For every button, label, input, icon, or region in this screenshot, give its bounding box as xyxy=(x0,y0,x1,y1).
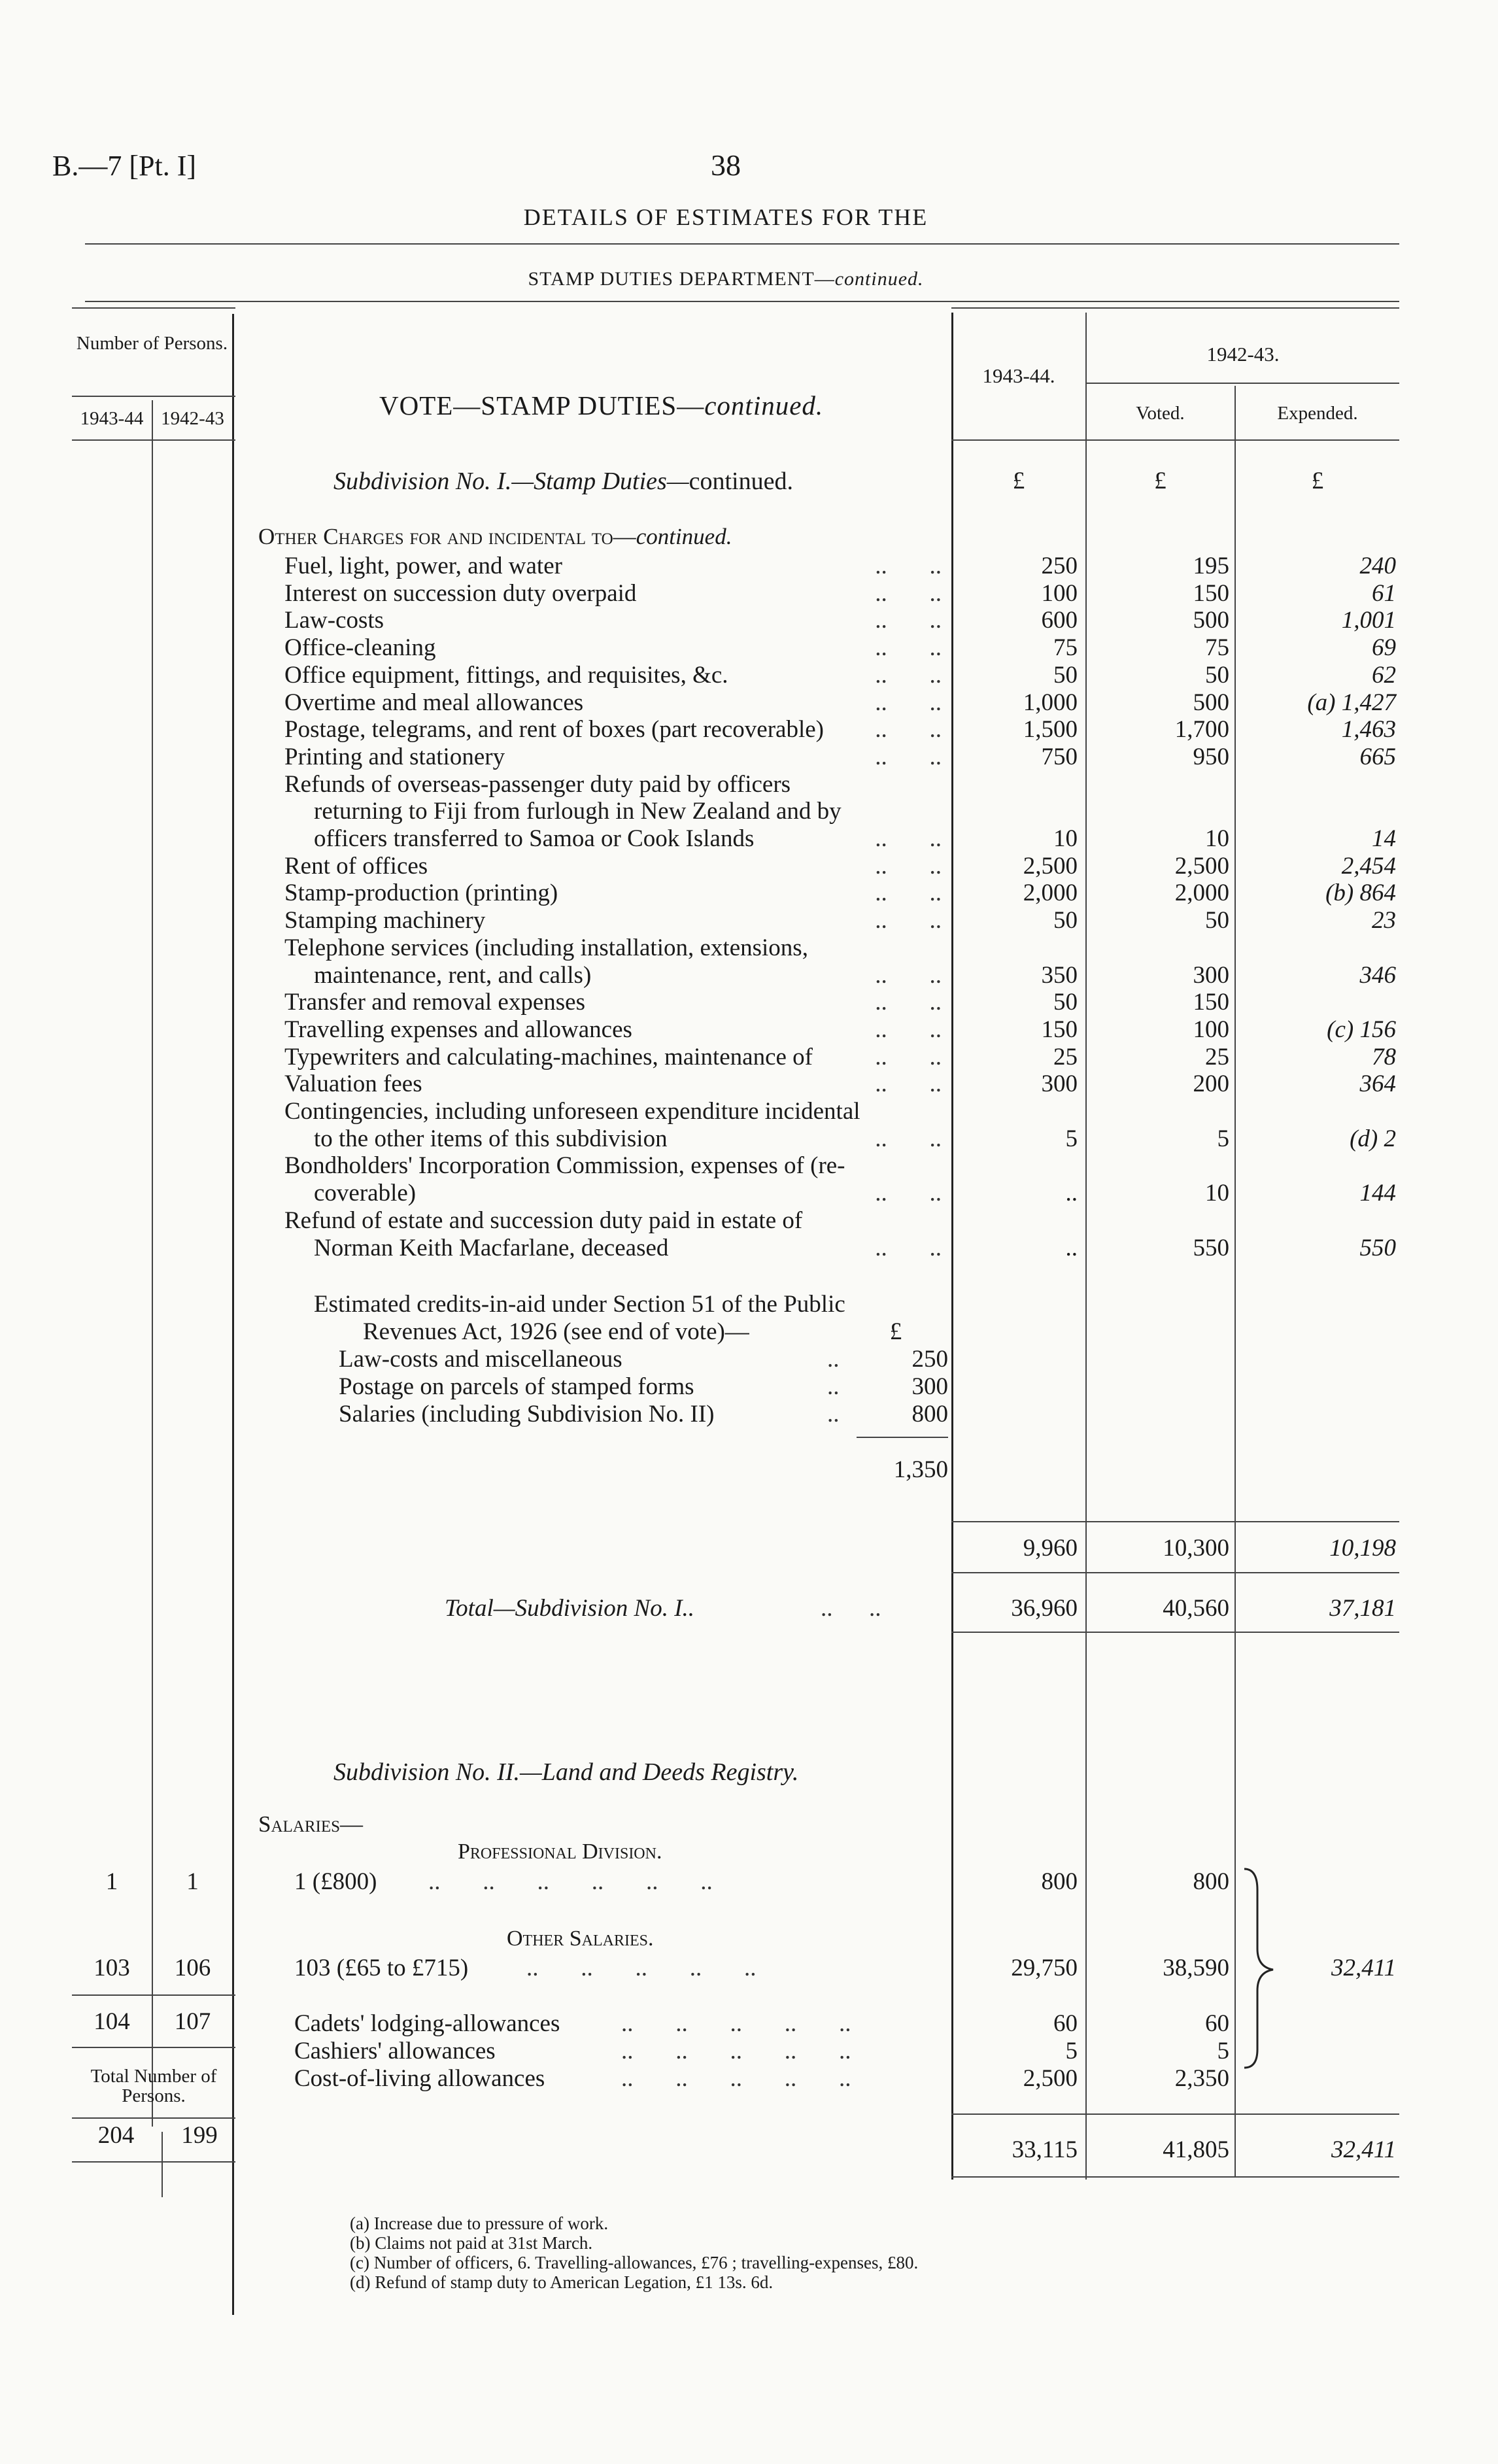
sub2-total-est: 33,115 xyxy=(1012,2136,1078,2163)
bracket-expended-value: 32,411 xyxy=(1331,1955,1396,1981)
charge-expended-value: (a) 1,427 xyxy=(1307,689,1396,716)
other-persons-1942: 106 xyxy=(174,1955,211,1981)
allowance-est-value: 2,500 xyxy=(1023,2065,1078,2092)
amounts-header-rule xyxy=(951,439,1399,441)
total-persons-rule xyxy=(72,2117,235,2119)
prof-row-label: 1 (£800) xyxy=(294,1868,377,1895)
salaries-heading: Salaries— xyxy=(258,1811,364,1837)
charge-expended-value: (b) 864 xyxy=(1325,880,1396,907)
prev-year-header: 1942-43. xyxy=(1206,343,1280,366)
currency-expended: £ xyxy=(1311,468,1324,494)
charge-voted-value: 195 xyxy=(1193,553,1229,579)
other-row-leader: .. .. .. .. .. xyxy=(526,1955,757,1981)
other-row-est: 29,750 xyxy=(1011,1955,1078,1981)
dot-leader: .. .. xyxy=(875,607,942,634)
total-persons-1943: 204 xyxy=(97,2122,135,2149)
credit-item-label: Postage on parcels of stamped forms xyxy=(339,1373,694,1400)
charge-expended-value: (d) 2 xyxy=(1350,1125,1396,1152)
persons-top-rule xyxy=(72,307,235,309)
allowance-voted-value: 2,350 xyxy=(1174,2065,1229,2092)
charge-est-value: 150 xyxy=(1041,1016,1078,1043)
other-charges-text: Other Charges for and incidental to— xyxy=(258,524,636,549)
persons-sum-1943: 104 xyxy=(94,2008,130,2035)
prof-row-est: 800 xyxy=(1041,1868,1078,1895)
page-number: 38 xyxy=(711,148,741,182)
dot-leader: .. .. xyxy=(875,989,942,1016)
charge-voted-value: 300 xyxy=(1193,961,1229,989)
charge-voted-value: 500 xyxy=(1193,689,1229,716)
charge-expended-value: 14 xyxy=(1372,825,1396,852)
subdivision-2-heading: Subdivision No. II.—Land and Deeds Registry. xyxy=(333,1758,799,1786)
allowance-est-value: 5 xyxy=(1065,2038,1078,2064)
vote-title-continued: continued. xyxy=(704,390,824,420)
dot-leader: .. xyxy=(827,1346,840,1373)
total-persons-label: Total Number of Persons. xyxy=(90,2066,217,2106)
charge-expended-value: 69 xyxy=(1372,634,1396,662)
charge-item-label: Stamp-production (printing) xyxy=(284,880,558,907)
charge-item-label: Valuation fees xyxy=(284,1070,422,1098)
charge-expended-value: (c) 156 xyxy=(1327,1016,1396,1043)
charge-item-label: Telephone services (including installation, extensions, xyxy=(284,934,808,961)
sub1-total-expended: 37,181 xyxy=(1329,1595,1396,1622)
charge-voted-value: 150 xyxy=(1193,989,1229,1016)
year-1943-44-persons-header: 1943-44 xyxy=(80,408,144,429)
charge-est-value: 50 xyxy=(1053,989,1078,1016)
charge-voted-value: 200 xyxy=(1193,1070,1229,1098)
charge-item-label: Rent of offices xyxy=(284,852,428,880)
dot-leader: .. .. xyxy=(875,1235,942,1261)
number-of-persons-header: Number of Persons. xyxy=(76,333,228,354)
title-rule xyxy=(85,243,1399,245)
charge-voted-value: 2,500 xyxy=(1174,852,1229,880)
charge-expended-value: 346 xyxy=(1359,961,1396,989)
dot-leader: .. .. xyxy=(875,1016,942,1043)
sub1-total-leader: .. .. xyxy=(821,1595,881,1622)
footnote: (a) Increase due to pressure of work. xyxy=(350,2214,609,2233)
allowance-row-label: Cadets' lodging-allowances xyxy=(294,2010,560,2037)
credit-item-label: Salaries (including Subdivision No. II) xyxy=(339,1401,715,1428)
charge-voted-value: 10 xyxy=(1205,1180,1229,1207)
charge-expended-value: 240 xyxy=(1359,553,1396,579)
credit-item-label: Law-costs and miscellaneous xyxy=(339,1346,622,1373)
sub1-total-label: Total—Subdivision No. I.. xyxy=(445,1595,695,1622)
charge-item-label: Office equipment, fittings, and requisites, &c. xyxy=(284,661,728,689)
expended-bracket xyxy=(1239,1864,1285,2073)
charge-expended-value: 62 xyxy=(1372,661,1396,689)
charge-item-label: coverable) xyxy=(314,1180,417,1207)
charge-est-value: 2,000 xyxy=(1023,880,1078,907)
subdivision-1-continued: continued. xyxy=(689,468,793,495)
credit-item-value: 300 xyxy=(911,1373,948,1400)
prof-persons-1943: 1 xyxy=(105,1868,118,1895)
dot-leader: .. .. .. .. .. xyxy=(621,2038,851,2064)
charge-est-value: 50 xyxy=(1053,907,1078,934)
charge-est-value: 300 xyxy=(1041,1070,1078,1098)
persons-sum-rule xyxy=(72,1994,235,1996)
persons-year-divider xyxy=(152,400,153,2127)
total-persons-1942: 199 xyxy=(181,2122,218,2149)
credits-line-2: Revenues Act, 1926 (see end of vote)— xyxy=(363,1318,749,1345)
charge-voted-value: 500 xyxy=(1193,607,1229,634)
charge-item-label: to the other items of this subdivision xyxy=(314,1125,668,1152)
charge-item-label: Norman Keith Macfarlane, deceased xyxy=(314,1234,669,1261)
currency-est: £ xyxy=(1012,468,1025,494)
other-total-est: 9,960 xyxy=(1023,1535,1078,1562)
professional-division-heading: Professional Division. xyxy=(458,1839,662,1864)
voted-header: Voted. xyxy=(1136,403,1185,424)
charge-voted-value: 550 xyxy=(1193,1234,1229,1261)
charge-est-value: 250 xyxy=(1041,553,1078,579)
expended-header: Expended. xyxy=(1277,403,1358,424)
charge-item-label: Fuel, light, power, and water xyxy=(284,553,562,579)
footnote: (c) Number of officers, 6. Travelling-allowances, £76 ; travelling-expenses, £80. xyxy=(350,2253,919,2272)
charge-est-value: 1,000 xyxy=(1023,689,1078,716)
charge-est-value: 2,500 xyxy=(1023,852,1078,880)
dot-leader: .. xyxy=(827,1373,840,1400)
persons-column-divider xyxy=(232,314,234,2315)
amounts-top-rule xyxy=(951,307,1399,309)
charge-voted-value: 50 xyxy=(1205,907,1229,934)
dot-leader: .. .. xyxy=(875,853,942,880)
prev-year-rule xyxy=(1085,383,1399,384)
dot-leader: .. .. xyxy=(875,1044,942,1070)
dot-leader: .. .. xyxy=(875,689,942,716)
charge-voted-value: 25 xyxy=(1205,1043,1229,1070)
dot-leader: .. .. xyxy=(875,880,942,907)
other-row-label: 103 (£65 to £715) xyxy=(294,1955,469,1981)
charge-voted-value: 1,700 xyxy=(1174,716,1229,744)
credit-item-value: 800 xyxy=(911,1401,948,1428)
charge-item-label: Transfer and removal expenses xyxy=(284,989,585,1016)
other-charges-heading xyxy=(258,524,732,549)
charge-voted-value: 50 xyxy=(1205,661,1229,689)
sub1-total-est: 36,960 xyxy=(1011,1595,1078,1622)
charge-est-value: .. xyxy=(1065,1180,1078,1207)
sub2-total-voted: 41,805 xyxy=(1163,2136,1229,2163)
charge-item-label: Law-costs xyxy=(284,607,384,634)
dot-leader: .. .. xyxy=(875,1071,942,1098)
charge-item-label: Printing and stationery xyxy=(284,743,505,770)
other-persons-1943: 103 xyxy=(94,1955,130,1981)
prof-persons-1942: 1 xyxy=(186,1868,199,1895)
persons-header-rule xyxy=(72,396,235,397)
other-salaries-heading: Other Salaries. xyxy=(507,1926,654,1951)
charge-expended-value: 61 xyxy=(1372,579,1396,607)
sub1-total-rule xyxy=(951,1572,1399,1573)
other-total-expended: 10,198 xyxy=(1329,1535,1396,1562)
footnote: (d) Refund of stamp duty to American Legation, £1 13s. 6d. xyxy=(350,2272,774,2292)
charge-item-label: Typewriters and calculating-machines, maintenance of xyxy=(284,1043,813,1070)
charge-est-value: 5 xyxy=(1065,1125,1078,1152)
persons-header-bottom-rule xyxy=(72,439,235,441)
prof-row-leader: .. .. .. .. .. .. xyxy=(428,1868,713,1895)
dot-leader: .. .. xyxy=(875,635,942,662)
charge-item-label: Bondholders' Incorporation Commission, expenses of (re- xyxy=(284,1152,845,1180)
charge-est-value: 75 xyxy=(1053,634,1078,662)
charge-item-label: returning to Fiji from furlough in New Zealand and by xyxy=(314,798,842,825)
charge-expended-value: 2,454 xyxy=(1341,852,1396,880)
vote-title-text: VOTE—STAMP DUTIES— xyxy=(379,390,705,420)
sub1-total-voted: 40,560 xyxy=(1163,1595,1229,1622)
persons-total-divider xyxy=(162,2132,163,2197)
dot-leader: .. .. xyxy=(875,1125,942,1152)
charge-expended-value: 665 xyxy=(1359,743,1396,770)
charge-expended-value: 144 xyxy=(1359,1180,1396,1207)
allowance-est-value: 60 xyxy=(1053,2010,1078,2037)
charge-est-value: 100 xyxy=(1041,579,1078,607)
charge-expended-value: 1,463 xyxy=(1341,716,1396,744)
credits-sum-rule xyxy=(857,1437,948,1438)
charge-item-label: Stamping machinery xyxy=(284,907,486,934)
charge-est-value: 25 xyxy=(1053,1043,1078,1070)
charge-item-label: Travelling expenses and allowances xyxy=(284,1016,632,1043)
allowance-row-label: Cost-of-living allowances xyxy=(294,2065,545,2092)
year-1942-43-persons-header: 1942-43 xyxy=(161,408,224,429)
charge-expended-value: 364 xyxy=(1359,1070,1396,1098)
charge-est-value: 10 xyxy=(1053,825,1078,852)
dot-leader: .. .. xyxy=(875,908,942,934)
credits-line-1: Estimated credits-in-aid under Section 51 of the Public xyxy=(314,1291,845,1318)
other-charges-continued: continued. xyxy=(636,524,732,549)
dot-leader: .. .. xyxy=(875,744,942,770)
document-reference: B.—7 [Pt. I] xyxy=(52,150,196,182)
vote-title xyxy=(379,391,823,420)
other-total-rule xyxy=(951,1521,1399,1522)
charge-voted-value: 100 xyxy=(1193,1016,1229,1043)
dot-leader: .. xyxy=(827,1401,840,1428)
sub2-bottom-rule xyxy=(951,2176,1399,2178)
subdivision-1-heading xyxy=(333,468,793,494)
subtitle-text: STAMP DUTIES DEPARTMENT— xyxy=(528,268,835,290)
charge-voted-value: 2,000 xyxy=(1174,880,1229,907)
charge-voted-value: 10 xyxy=(1205,825,1229,852)
other-total-voted: 10,300 xyxy=(1163,1535,1229,1562)
charge-voted-value: 75 xyxy=(1205,634,1229,662)
charge-voted-value: 950 xyxy=(1193,743,1229,770)
charge-est-value: .. xyxy=(1065,1234,1078,1261)
credits-total: 1,350 xyxy=(893,1456,948,1483)
charge-est-value: 1,500 xyxy=(1023,716,1078,744)
dot-leader: .. .. xyxy=(875,553,942,579)
persons-sum-bottom-rule xyxy=(72,2047,235,2048)
currency-voted: £ xyxy=(1154,468,1166,494)
total-persons-bottom-rule xyxy=(72,2161,235,2163)
charge-est-value: 50 xyxy=(1053,661,1078,689)
charge-expended-value: 78 xyxy=(1372,1043,1396,1070)
subdivision-1-heading-text: Subdivision No. I.—Stamp Duties— xyxy=(333,468,689,495)
persons-sum-1942: 107 xyxy=(174,2008,211,2035)
dot-leader: .. .. xyxy=(875,962,942,989)
credit-item-value: 250 xyxy=(911,1346,948,1373)
footnote: (b) Claims not paid at 31st March. xyxy=(350,2233,593,2253)
charge-item-label: Office-cleaning xyxy=(284,634,436,662)
allowance-voted-value: 5 xyxy=(1217,2038,1229,2064)
subtitle-continued: continued. xyxy=(834,268,924,290)
department-subtitle xyxy=(458,268,994,290)
charge-item-label: Interest on succession duty overpaid xyxy=(284,579,637,607)
charge-expended-value: 550 xyxy=(1359,1234,1396,1261)
dot-leader: .. .. xyxy=(875,580,942,607)
charge-est-value: 600 xyxy=(1041,607,1078,634)
prof-row-voted: 800 xyxy=(1193,1868,1229,1895)
dot-leader: .. .. xyxy=(875,1180,942,1207)
sub1-bottom-rule xyxy=(951,1632,1399,1633)
charge-item-label: officers transferred to Samoa or Cook Islands xyxy=(314,825,755,852)
charge-item-label: Refund of estate and succession duty paid in estate of xyxy=(284,1206,803,1234)
page-title: DETAILS OF ESTIMATES FOR THE xyxy=(523,204,928,230)
charge-expended-value: 23 xyxy=(1372,907,1396,934)
sub2-total-rule xyxy=(951,2113,1399,2115)
dot-leader: .. .. .. .. .. xyxy=(621,2010,851,2037)
charge-expended-value: 1,001 xyxy=(1341,607,1396,634)
dot-leader: .. .. xyxy=(875,717,942,744)
charge-item-label: maintenance, rent, and calls) xyxy=(314,961,592,989)
charge-item-label: Overtime and meal allowances xyxy=(284,689,584,716)
allowance-row-label: Cashiers' allowances xyxy=(294,2038,496,2064)
charge-item-label: Postage, telegrams, and rent of boxes (part recoverable) xyxy=(284,716,824,744)
charge-voted-value: 5 xyxy=(1217,1125,1229,1152)
charge-est-value: 350 xyxy=(1041,961,1078,989)
charge-voted-value: 150 xyxy=(1193,579,1229,607)
dot-leader: .. .. xyxy=(875,826,942,852)
allowance-voted-value: 60 xyxy=(1205,2010,1229,2037)
charge-est-value: 750 xyxy=(1041,743,1078,770)
subtitle-rule xyxy=(85,301,1399,302)
sub2-total-expended: 32,411 xyxy=(1331,2136,1396,2163)
dot-leader: .. .. .. .. .. xyxy=(621,2065,851,2092)
charge-item-label: Refunds of overseas-passenger duty paid by officers xyxy=(284,770,791,798)
credits-currency: £ xyxy=(889,1318,902,1345)
est-year-header: 1943-44. xyxy=(982,364,1055,387)
charge-item-label: Contingencies, including unforeseen expenditure incidental xyxy=(284,1098,860,1125)
other-row-voted: 38,590 xyxy=(1163,1955,1229,1981)
dot-leader: .. .. xyxy=(875,662,942,689)
